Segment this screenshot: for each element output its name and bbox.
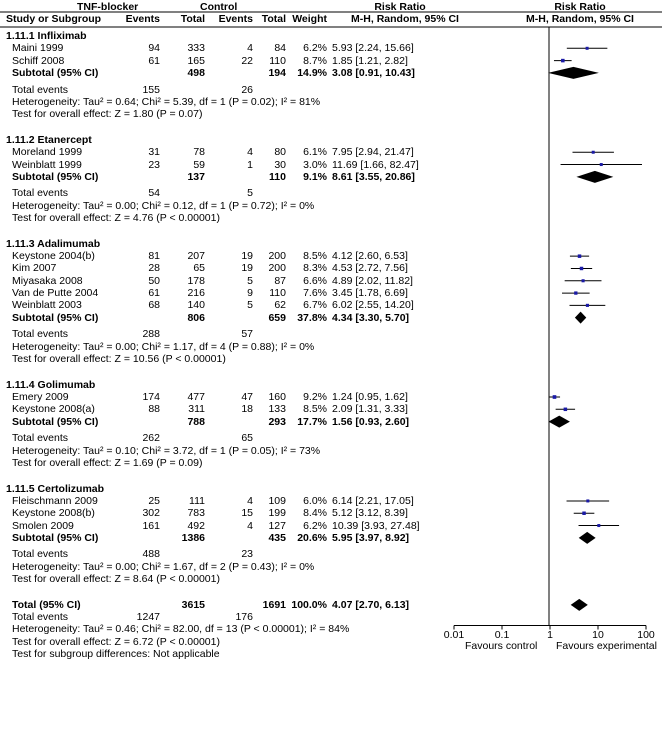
heterogeneity-text: Heterogeneity: Tau² = 0.10; Chi² = 3.72, df = 1 (P = 0.05); I² = 73% [12, 444, 321, 457]
total-events-label: Total events [12, 187, 69, 200]
subtotal-total-tnf: 1386 [181, 531, 205, 544]
overall-effect-text: Test for overall effect: Z = 4.76 (P < 0.00001) [12, 212, 220, 225]
study-events-control: 19 [241, 250, 253, 263]
study-risk-ratio: 6.02 [2.55, 14.20] [332, 299, 414, 312]
subgroup-events-events-control: 23 [241, 548, 253, 561]
study-risk-ratio: 2.09 [1.31, 3.33] [332, 403, 408, 416]
subtotal-total-tnf: 788 [187, 415, 205, 428]
study-events-control: 18 [241, 403, 253, 416]
study-events-control: 22 [241, 54, 253, 67]
study-total-control: 80 [274, 146, 286, 159]
pooled-diamond-1 [576, 171, 613, 183]
study-risk-ratio: 5.12 [3.12, 8.39] [332, 507, 408, 520]
x-tick-label: 1 [547, 629, 553, 642]
subgroup-events-events-control: 65 [241, 432, 253, 445]
total2-header: Total [261, 13, 286, 25]
subgroup-events-events-control: 5 [247, 187, 253, 200]
study-events-tnf: 68 [148, 299, 160, 312]
study-name: Miyasaka 2008 [12, 274, 83, 287]
study-events-tnf: 23 [148, 158, 160, 171]
study-marker-7 [574, 291, 577, 294]
total-total-tnf: 3615 [181, 598, 205, 611]
study-weight: 6.2% [303, 42, 327, 55]
subgroup-events-events-tnf: 288 [142, 328, 160, 341]
study-events-tnf: 174 [142, 391, 160, 403]
study-marker-5 [580, 267, 583, 270]
subtotal-risk-ratio: 4.34 [3.30, 5.70] [332, 311, 410, 324]
overall-events-events-tnf: 1247 [136, 611, 160, 624]
subtotal-total-tnf: 498 [187, 66, 205, 79]
study-weight: 6.1% [303, 146, 327, 159]
study-total-tnf: 65 [193, 262, 205, 275]
study-weight: 6.2% [303, 519, 327, 532]
total-risk-ratio: 4.07 [2.70, 6.13] [332, 598, 410, 611]
study-weight: 9.2% [303, 391, 327, 403]
subtotal-risk-ratio: 1.56 [0.93, 2.60] [332, 415, 410, 428]
overall-events-events-control: 176 [235, 611, 253, 624]
study-name: Schiff 2008 [12, 54, 65, 67]
subgroup-title: 1.11.2 Etanercept [6, 133, 92, 146]
study-marker-13 [597, 524, 600, 527]
subtotal-label: Subtotal (95% CI) [12, 531, 99, 544]
study-events-tnf: 88 [148, 403, 160, 416]
study-total-control: 200 [268, 262, 286, 275]
study-risk-ratio: 1.85 [1.21, 2.82] [332, 54, 408, 67]
study-total-control: 160 [268, 391, 286, 403]
study-events-tnf: 31 [148, 146, 160, 159]
study-weight: 8.5% [303, 250, 327, 263]
subgroup-events-events-tnf: 488 [142, 548, 160, 561]
study-marker-11 [586, 499, 589, 502]
heterogeneity-text: Heterogeneity: Tau² = 0.00; Chi² = 1.67, df = 2 (P = 0.43); I² = 0% [12, 560, 315, 573]
study-events-control: 4 [247, 494, 253, 507]
study-weight: 7.6% [303, 287, 327, 300]
subtotal-total-control: 110 [269, 170, 286, 183]
subtotal-total-control: 194 [268, 66, 286, 79]
study-weight: 8.7% [303, 54, 327, 67]
study-name: Keystone 2008(b) [12, 507, 95, 520]
study-total-tnf: 492 [187, 519, 205, 532]
overall-effect-text: Test for overall effect: Z = 1.69 (P = 0.09) [12, 456, 203, 469]
subtotal-total-tnf: 806 [187, 311, 205, 324]
study-name: Kim 2007 [12, 262, 57, 275]
heterogeneity-text: Heterogeneity: Tau² = 0.64; Chi² = 5.39, df = 1 (P = 0.02); I² = 81% [12, 95, 321, 108]
study-total-tnf: 78 [193, 146, 205, 159]
study-weight: 6.7% [303, 299, 327, 312]
subtotal-label: Subtotal (95% CI) [12, 66, 99, 79]
study-marker-3 [600, 163, 603, 166]
study-events-tnf: 28 [148, 262, 160, 275]
study-events-tnf: 94 [148, 42, 160, 55]
study-events-control: 4 [247, 519, 253, 532]
favours-experimental-label: Favours experimental [556, 639, 657, 652]
total-events-label: Total events [12, 328, 69, 341]
subgroup-title: 1.11.5 Certolizumab [6, 482, 105, 495]
study-events-control: 9 [247, 287, 253, 300]
study-marker-0 [586, 47, 589, 50]
pooled-diamond-0 [548, 67, 599, 79]
x-tick-label: 100 [637, 629, 655, 642]
study-risk-ratio: 7.95 [2.94, 21.47] [332, 146, 414, 159]
subtotal-total-control: 293 [268, 415, 286, 428]
subtotal-label: Subtotal (95% CI) [12, 311, 99, 324]
study-name: Van de Putte 2004 [12, 287, 99, 300]
study-events-tnf: 161 [142, 519, 160, 532]
study-risk-ratio: 4.89 [2.02, 11.82] [332, 274, 413, 287]
subgroup-events-events-control: 57 [241, 328, 253, 341]
study-total-control: 30 [274, 158, 286, 171]
subgroup-events-events-tnf: 54 [148, 187, 160, 200]
overall-effect-text: Test for overall effect: Z = 1.80 (P = 0.07) [12, 108, 203, 121]
total-weight: 100.0% [291, 598, 327, 611]
study-weight: 8.4% [303, 507, 327, 520]
study-events-control: 47 [241, 391, 253, 403]
overall-effect-text: Test for overall effect: Z = 10.56 (P < 0.00001) [12, 352, 226, 365]
study-events-tnf: 50 [148, 274, 160, 287]
study-risk-ratio: 5.93 [2.24, 15.66] [332, 42, 414, 55]
subtotal-risk-ratio: 3.08 [0.91, 10.43] [332, 66, 415, 79]
ratio-column-header: Risk Ratio [374, 1, 426, 13]
study-risk-ratio: 11.69 [1.66, 82.47] [332, 158, 419, 171]
subgroup-title: 1.11.4 Golimumab [6, 378, 96, 391]
method-header: M-H, Random, 95% CI [351, 13, 459, 25]
study-total-tnf: 477 [187, 391, 205, 403]
study-total-tnf: 333 [187, 42, 205, 55]
plot-column-header: Risk Ratio [554, 1, 606, 13]
events2-header: Events [218, 13, 253, 25]
study-total-control: 87 [274, 274, 286, 287]
x-tick-label: 0.1 [494, 629, 510, 642]
study-name: Fleischmann 2009 [12, 494, 98, 507]
study-name: Smolen 2009 [12, 519, 74, 532]
subtotal-risk-ratio: 8.61 [3.55, 20.86] [332, 170, 415, 183]
subgroup-events-events-control: 26 [241, 83, 253, 96]
study-total-control: 199 [268, 507, 286, 520]
study-marker-9 [553, 395, 557, 399]
heterogeneity-text: Heterogeneity: Tau² = 0.00; Chi² = 0.12, df = 1 (P = 0.72); I² = 0% [12, 199, 315, 212]
study-events-control: 4 [247, 42, 253, 55]
study-name: Keystone 2004(b) [12, 250, 95, 263]
study-weight: 3.0% [303, 158, 327, 171]
subtotal-weight: 14.9% [297, 66, 327, 79]
subtotal-total-tnf: 137 [187, 170, 205, 183]
study-total-control: 62 [274, 299, 286, 312]
study-total-control: 110 [269, 287, 286, 300]
total-total-control: 1691 [262, 598, 286, 611]
favours-control-label: Favours control [465, 639, 538, 652]
study-total-control: 127 [268, 519, 286, 532]
group1-header: TNF-blocker [77, 1, 139, 13]
plot-method-header: M-H, Random, 95% CI [526, 13, 634, 25]
total-events-label: Total events [12, 83, 69, 96]
overall-effect-text: Test for overall effect: Z = 8.64 (P < 0.00001) [12, 573, 220, 586]
subtotal-label: Subtotal (95% CI) [12, 170, 99, 183]
study-events-tnf: 61 [148, 54, 160, 67]
study-weight: 6.6% [303, 274, 327, 287]
study-events-control: 1 [247, 158, 253, 171]
heterogeneity-text: Heterogeneity: Tau² = 0.00; Chi² = 1.17, df = 4 (P = 0.88); I² = 0% [12, 340, 315, 353]
study-total-tnf: 207 [187, 250, 205, 263]
study-name: Weinblatt 1999 [12, 158, 82, 171]
weight-header: Weight [292, 13, 327, 25]
study-total-control: 200 [268, 250, 286, 263]
study-name: Keystone 2008(a) [12, 403, 95, 416]
study-name: Weinblatt 2003 [12, 299, 82, 312]
x-tick-label: 10 [592, 629, 604, 642]
group2-header: Control [200, 1, 238, 13]
study-total-control: 84 [274, 42, 286, 55]
study-marker-4 [578, 254, 581, 257]
study-name: Moreland 1999 [12, 146, 83, 159]
subgroup-events-events-tnf: 155 [142, 83, 160, 96]
study-total-tnf: 111 [189, 494, 205, 507]
subtotal-weight: 9.1% [303, 170, 327, 183]
study-events-tnf: 61 [148, 287, 160, 300]
study-total-tnf: 140 [187, 299, 205, 312]
subtotal-total-control: 659 [268, 311, 286, 324]
total-events-label: Total events [12, 611, 69, 624]
total1-header: Total [180, 13, 205, 25]
study-risk-ratio: 4.53 [2.72, 7.56] [332, 262, 408, 275]
study-risk-ratio: 1.24 [0.95, 1.62] [332, 391, 408, 403]
study-marker-2 [592, 151, 595, 154]
subgroup-events-events-tnf: 262 [142, 432, 160, 445]
total-label: Total (95% CI) [12, 598, 81, 611]
total-events-label: Total events [12, 548, 69, 561]
study-name: Maini 1999 [12, 42, 64, 55]
study-events-control: 4 [247, 146, 253, 159]
total-events-label: Total events [12, 432, 69, 445]
subtotal-weight: 20.6% [297, 531, 327, 544]
study-events-control: 5 [247, 299, 253, 312]
study-total-tnf: 59 [193, 158, 205, 171]
study-total-control: 110 [269, 54, 286, 67]
overall-effect-text: Test for overall effect: Z = 6.72 (P < 0.00001) [12, 635, 220, 648]
study-risk-ratio: 10.39 [3.93, 27.48] [332, 519, 420, 532]
study-risk-ratio: 3.45 [1.78, 6.69] [332, 287, 408, 300]
study-marker-6 [582, 279, 585, 282]
subtotal-label: Subtotal (95% CI) [12, 415, 99, 428]
study-weight: 6.0% [303, 494, 327, 507]
pooled-diamond-total [571, 599, 588, 611]
pooled-diamond-2 [575, 312, 586, 324]
study-events-tnf: 81 [148, 250, 160, 263]
study-risk-ratio: 4.12 [2.60, 6.53] [332, 250, 408, 263]
study-total-tnf: 783 [187, 507, 205, 520]
subgroup-title: 1.11.1 Infliximab [6, 30, 87, 42]
study-marker-1 [561, 59, 565, 63]
study-total-control: 109 [268, 494, 286, 507]
study-risk-ratio: 6.14 [2.21, 17.05] [332, 494, 414, 507]
study-total-tnf: 178 [187, 274, 205, 287]
subtotal-weight: 37.8% [297, 311, 327, 324]
study-total-tnf: 216 [187, 287, 205, 300]
study-marker-12 [582, 512, 585, 515]
study-events-control: 15 [241, 507, 253, 520]
subtotal-total-control: 435 [268, 531, 286, 544]
pooled-diamond-3 [548, 416, 569, 428]
study-column-header: Study or Subgroup [6, 13, 102, 25]
study-total-tnf: 311 [188, 403, 205, 416]
study-events-control: 5 [247, 274, 253, 287]
subgroup-differences-text: Test for subgroup differences: Not applicable [12, 648, 220, 661]
subgroup-title: 1.11.3 Adalimumab [6, 237, 101, 250]
overall-heterogeneity-text: Heterogeneity: Tau² = 0.46; Chi² = 82.00, df = 13 (P < 0.00001); I² = 84% [12, 623, 350, 636]
study-events-tnf: 302 [142, 507, 160, 520]
events1-header: Events [125, 13, 160, 25]
subtotal-weight: 17.7% [297, 415, 327, 428]
x-tick-label: 0.01 [443, 629, 465, 642]
pooled-diamond-4 [579, 532, 596, 544]
study-total-control: 133 [268, 403, 286, 416]
study-weight: 8.5% [303, 403, 327, 416]
study-events-control: 19 [241, 262, 253, 275]
study-name: Emery 2009 [12, 391, 69, 403]
subtotal-risk-ratio: 5.95 [3.97, 8.92] [332, 531, 410, 544]
study-weight: 8.3% [303, 262, 327, 275]
study-marker-10 [564, 408, 567, 411]
study-events-tnf: 25 [148, 494, 160, 507]
study-total-tnf: 165 [187, 54, 205, 67]
study-marker-8 [586, 304, 589, 307]
